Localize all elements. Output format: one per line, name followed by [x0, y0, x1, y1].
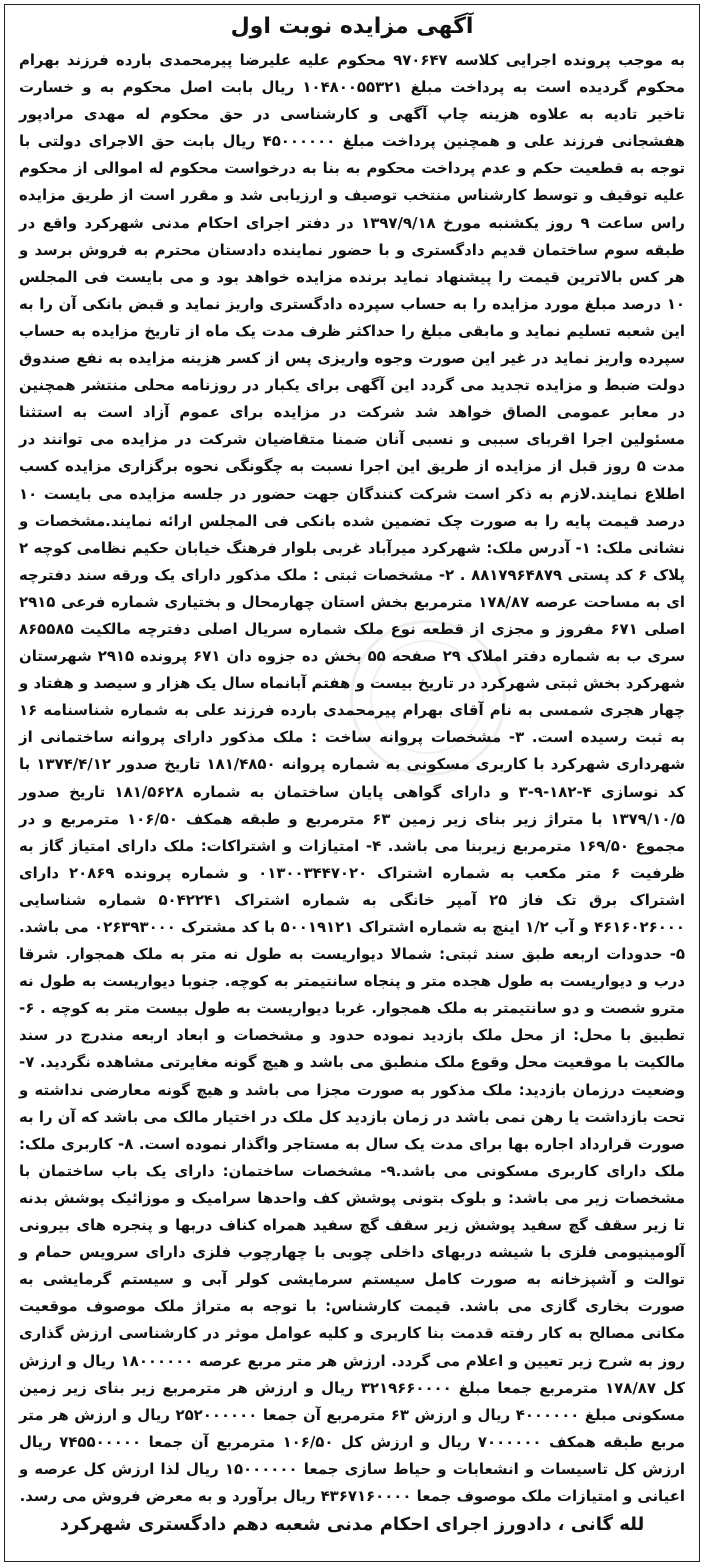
notice-signature: لله گانی ، دادورز اجرای احکام مدنی شعبه دهم دادگستری شهرکرد	[59, 1514, 645, 1536]
notice-title: آگهی مزایده نوبت اول	[230, 14, 474, 39]
notice-body: به موجب پرونده اجرایی کلاسه ۹۷۰۶۴۷ محکوم علیه علیرضا پیرمحمدی بارده فرزند بهرام محکوم گردیده است به پرداخت مبلغ ۱۰۴۸۰۰۵۵۳۲۱ ریال بابت اصل محکوم به و خسارت تاخیر تادیه به علاوه هزینه چاپ آگهی و کارشناسی در حق محکوم له مهدی مرادپور هفشجانی فرزند علی و همچنین پرداخت مبلغ ۴۵۰۰۰۰۰۰ ریال بابت حق الاجرای دولتی با توجه به قطعیت حکم و عدم پرداخت محکوم به بنا به درخواست محکوم له اموالی از محکوم علیه توقیف و توسط کارشناس منتخب توصیف و ارزیابی شد و مقرر است از طریق مزایده راس ساعت ۹ روز یکشنبه مورخ ۱۳۹۷/۹/۱۸ در دفتر اجرای احکام مدنی شهرکرد واقع در طبقه سوم ساختمان قدیم دادگستری و با حضور نماینده دادستان محترم به فروش برسد و هر کس بالاترین قیمت را پیشنهاد نماید برنده مزایده خواهد بود و می بایست فی المجلس ۱۰ درصد مبلغ مورد مزایده را به حساب سپرده دادگستری واریز نماید و قبض بانکی آن را به این شعبه تسلیم نماید و مابقی مبلغ را حداکثر ظرف مدت یک ماه از تاریخ مزایده به حساب سپرده واریز نماید در غیر این صورت وجوه واریزی پس از کسر هزینه مزایده به نفع صندوق دولت ضبط و مزایده تجدید می گردد این آگهی برای یکبار در روزنامه محلی منتشر همچنین در معابر عمومی الصاق خواهد شد شرکت در مزایده برای عموم آزاد است به استثنا مسئولین اجرا اقربای سببی و نسبی آنان ضمنا متقاضیان شرکت در مزایده می توانند در مدت ۵ روز قبل از مزایده از طریق این اجرا نسبت به چگونگی نحوه برگزاری مزایده کسب اطلاع نمایند.لازم به ذکر است شرکت کنندگان جهت حضور در جلسه مزایده می بایست ۱۰ درصد قیمت پایه را به صورت چک تضمین شده بانکی فی المجلس ارائه نمایند.مشخصات و نشانی ملک: ۱- آدرس ملک: شهرکرد میرآباد غربی بلوار فرهنگ خیابان حکیم نظامی کوچه ۲ پلاک ۶ کد پستی ۸۸۱۷۹۶۴۸۷۹ . ۲- مشخصات ثبتی : ملک مذکور دارای یک ورقه سند دفترچه ای به مساحت عرصه ۱۷۸/۸۷ مترمربع بخش استان چهارمحال و بختیاری شماره فرعی ۲۹۱۵ اصلی ۶۷۱ مفروز و مجزی از قطعه نوع ملک شماره سریال اصلی دفترچه مالکیت ۸۶۵۵۸۵ سری ب به شماره دفتر املاک ۲۹ صفحه ۵۵ بخش ده جزوه دان ۶۷۱ پرونده ۲۹۱۵ شهرستان شهرکرد بخش ثبتی شهرکرد در تاریخ بیست و هفتم آبانماه سال یک هزار و سیصد و هفتاد و چهار هجری شمسی به نام آقای بهرام پیرمحمدی بارده فرزند علی به شماره شناسنامه ۱۶ به ثبت رسیده است. ۳- مشخصات پروانه ساخت : ملک مذکور دارای پروانه ساختمانی از شهرداری شهرکرد با کاربری مسکونی به شماره پروانه ۱۸۱/۴۸۵۰ تاریخ صدور ۱۳۷۴/۴/۱۲ با کد نوسازی ۴-۱۸۲-۹-۳ و دارای گواهی پایان ساختمان به شماره ۱۸۱/۵۶۲۸ تاریخ صدور ۱۳۷۹/۱۰/۵ با متراژ زیر بنای زیر زمین ۶۳ مترمربع و طبقه همکف ۱۰۶/۵۰ مترمربع و در مجموع ۱۶۹/۵۰ مترمربع زیربنا می باشد. ۴- امتیازات و اشتراکات: ملک دارای امتیاز گاز به ظرفیت ۶ متر مکعب به شماره اشتراک ۰۱۳۰۰۳۴۴۷۰۲۰ و شماره پرونده ۲۰۸۶۹ دارای اشتراک برق تک فاز ۲۵ آمپر خانگی به شماره اشتراک ۵۰۴۲۲۴۱ شماره شناسایی ۴۶۱۶۰۲۶۰۰۰ و آب ۱/۲ اینچ به شماره اشتراک ۵۰۰۱۹۱۲۱ با کد مشترک ۰۲۶۳۹۳۰۰۰ می باشد. ۵- حدودات اربعه طبق سند ثبتی: شمالا دیواریست به طول نه متر به ملک همجوار. شرقا درب و دیواریست به طول هجده متر و پنجاه سانتیمتر به کوچه. جنوبا دیواریست به طول نه مترو شصت و دو سانتیمتر به ملک همجوار. غربا دیواریست به طول بیست متر به کوچه . ۶- تطبیق با محل: از محل ملک بازدید نموده حدود و مشخصات و ابعاد اربعه مندرج در سند مالکیت با موقعیت محل وقوع ملک منطبق می باشد و هیچ گونه مغایرتی مشاهده نگردید. ۷- وضعیت درزمان بازدید: ملک مذکور به صورت مجزا می باشد و هیچ گونه معارضی نداشته و تحت بازداشت یا رهن نمی باشد در زمان بازدید کل ملک در اختیار مالک می باشد که آن را به صورت قرارداد اجاره بها برای مدت یک سال به مستاجر واگذار نموده است. ۸- کاربری ملک: ملک دارای کاربری مسکونی می باشد.۹- مشخصات ساختمان: دارای یک باب ساختمان با مشخصات زیر می باشد: و بلوک بتونی پوشش کف واحدها سرامیک و موزائیک پوشش بدنه تا زیر سقف گچ سفید پوشش زیر سقف گچ سفید همراه کناف دربها و پنجره های بیرونی آلومینیومی فلزی با شیشه دربهای داخلی چوبی با چهارچوب فلزی دارای سرویس حمام و توالت و آشپزخانه به صورت کامل سیستم سرمایشی کولر آبی و سیستم گرمایشی به صورت بخاری گازی می باشد. قیمت کارشناس: با توجه به متراژ ملک موصوف موقعیت مکانی مصالح به کار رفته قدمت بنا کاربری و کلیه عوامل موثر در کارشناسی ارزش گذاری روز به شرح زیر تعیین و اعلام می گردد. ارزش هر متر مربع عرصه ۱۸۰۰۰۰۰۰ ریال و ارزش کل ۱۷۸/۸۷ مترمربع جمعا مبلغ ۳۲۱۹۶۶۰۰۰۰ ریال و ارزش هر مترمربع زیر بنای زیر زمین مسکونی مبلغ ۴۰۰۰۰۰۰ ریال و ارزش ۶۳ مترمربع آن جمعا ۲۵۲۰۰۰۰۰۰ ریال و ارزش هر متر مربع طبقه همکف ۷۰۰۰۰۰۰ ریال و ارزش کل ۱۰۶/۵۰ مترمربع آن جمعا ۷۴۵۵۰۰۰۰۰ ریال ارزش کل تاسیسات و انشعابات و حیاط سازی جمعا ۱۵۰۰۰۰۰۰ ریال لذا ارزش کل عرصه و اعیانی و امتیازات ملک موصوف جمعا ۴۳۶۷۱۶۰۰۰۰ ریال برآورد و به معرض فروش می رسد.	[19, 51, 686, 1505]
notice-frame	[4, 4, 700, 1562]
